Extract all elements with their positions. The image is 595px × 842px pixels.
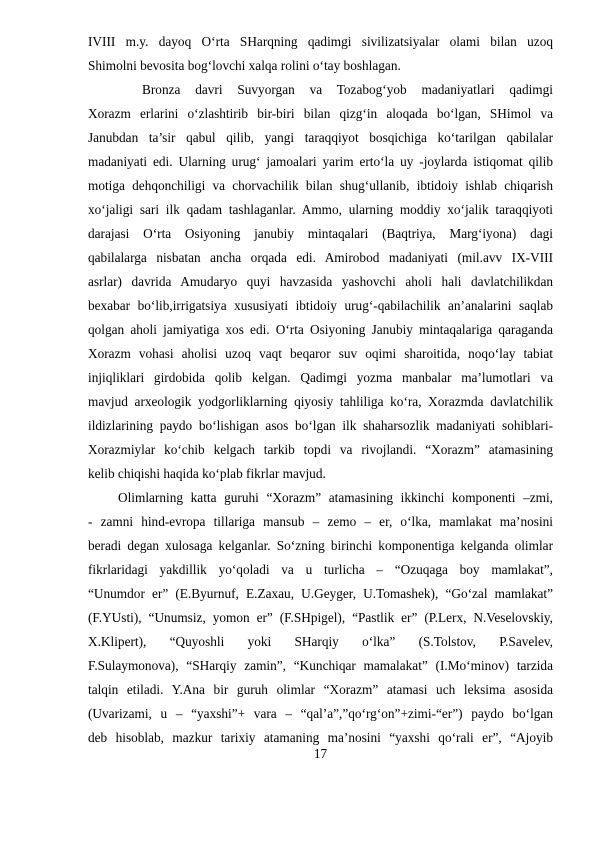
text-line: fikrlaridagi yakdillik yo‘qoladi va u turlicha – “Ozuqaga boy mamlakat”,: [88, 562, 553, 577]
text-line: Janubdan ta’sir qabul qilib, yangi taraqqiyot bosqichiga ko‘tarilgan qabilalar: [88, 130, 553, 145]
text-line: ildizlarining paydo bo‘lishigan asos bo‘lgan ilk shaharsozlik madaniyati sohiblari-: [88, 418, 553, 433]
text-line: motiga dehqonchiligi va chorvachilik bilan shug‘ullanib, ibtidoiy ishlab chiqarish: [88, 178, 553, 193]
text-line: bexabar bo‘lib,irrigatsiya xususiyati ibtidoiy urug‘-qabilachilik an’analarini saqlab: [88, 298, 553, 313]
text-line: mavjud arxeologik yodgorliklarning qiyosiy tahliliga ko‘ra, Xorazmda davlatchilik: [88, 394, 553, 409]
paragraph-first-line: Olimlarning katta guruhi “Xorazm” atamasining ikkinchi komponenti –zmi,: [118, 490, 553, 505]
text-line: qolgan aholi jamiyatiga xos edi. O‘rta Osiyoning Janubiy mintaqalariga qaraganda: [88, 322, 553, 337]
text-line: (Uvarizami, u – “yaxshi”+ vara – “qal’a”,”qo‘rg‘on”+zimi-“er”) paydo bo‘lgan: [88, 706, 553, 721]
text-line: xo‘jaligi sari ilk qadam tashlaganlar. Ammo, ularning moddiy xo‘jalik taraqqiyoti: [88, 202, 553, 217]
text-line: - zamni hind-evropa tillariga mansub – zemo – er, o‘lka, mamlakat ma’nosini: [88, 514, 553, 529]
text-line: IVIII m.y. dayoq O‘rta SHarqning qadimgi sivilizatsiyalar olami bilan uzoq: [88, 34, 553, 49]
text-line: Xorazm vohasi aholisi uzoq vaqt beqaror suv oqimi sharoitida, noqo‘lay tabiat: [88, 346, 553, 361]
page-number: 17: [313, 746, 328, 761]
document-page: [88, 30, 553, 820]
text-line: madaniyati edi. Ularning urug‘ jamoalari yarim erto‘la uy -joylarda istiqomat qilib: [88, 154, 553, 169]
text-line: talqin etiladi. Y.Ana bir guruh olimlar “Xorazm” atamasi uch leksima asosida: [88, 682, 553, 697]
text-line: deb hisoblab, mazkur tarixiy atamaning ma’nosini “yaxshi qo‘rali er”, “Ajoyib: [88, 730, 553, 745]
text-line: Xorazmiylar ko‘chib kelgach tarkib topdi va rivojlandi. “Xorazm” atamasining: [88, 442, 553, 457]
text-line: asrlar) davrida Amudaryo quyi havzasida yashovchi aholi hali davlatchilikdan: [88, 274, 553, 289]
text-line: darajasi O‘rta Osiyoning janubiy mintaqalari (Baqtriya, Marg‘iyona) dagi: [88, 226, 553, 241]
text-line: F.Sulaymonova), “SHarqiy zamin”, “Kunchiqar mamalakat” (I.Mo‘minov) tarzida: [88, 658, 553, 673]
text-line: beradi degan xulosaga kelganlar. So‘zning birinchi komponentiga kelganda olimlar: [88, 538, 553, 553]
text-line: qabilalarga nisbatan ancha orqada edi. Amirobod madaniyati (mil.avv IX-VIII: [88, 250, 553, 265]
text-line: Xorazm erlarini o‘zlashtirib bir-biri bilan qizg‘in aloqada bo‘lgan, SHimol va: [88, 106, 553, 121]
text-line: X.Klipert), “Quyoshli yoki SHarqiy o‘lka” (S.Tolstov, P.Savelev,: [88, 634, 553, 649]
text-line: injiqliklari girdobida qolib kelgan. Qadimgi yozma manbalar ma’lumotlari va: [88, 370, 553, 385]
text-line: “Unumdor er” (E.Byurnuf, E.Zaxau, U.Geyger, U.Tomashek), “Go‘zal mamlakat”: [88, 586, 553, 601]
text-line: kelib chiqishi haqida ko‘plab fikrlar mavjud.: [88, 466, 326, 481]
text-line: Shimolni bevosita bog‘lovchi xalqa rolini o‘tay boshlagan.: [88, 58, 401, 73]
text-line: (F.YUsti), “Unumsiz, yomon er” (F.SHpigel), “Pastlik er” (P.Lerx, N.Veselovskiy,: [88, 610, 553, 625]
paragraph-first-line: Bronza davri Suvyorgan va Tozabog‘yob madaniyatlari qadimgi: [142, 82, 553, 97]
